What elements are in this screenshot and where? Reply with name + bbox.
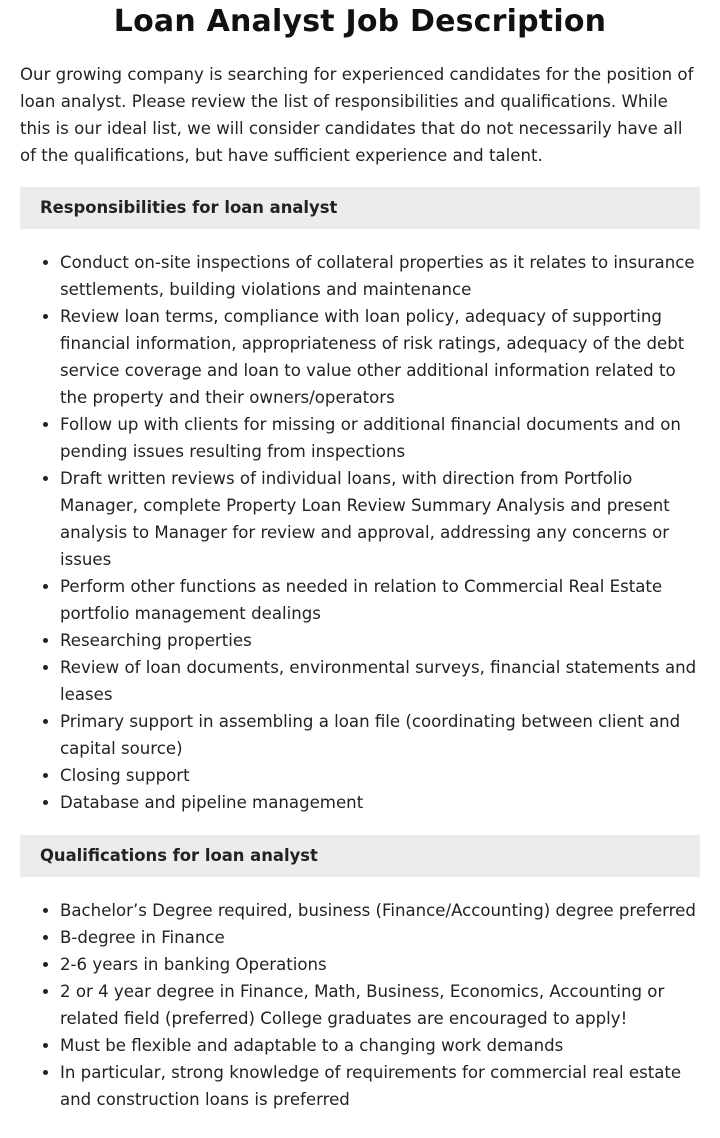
list-item: • Closing support: [60, 762, 700, 789]
list-item: • Review of loan documents, environmental surveys, financial statements and leases: [60, 654, 700, 708]
page-title: Loan Analyst Job Description: [113, 4, 607, 39]
list-item: • Conduct on-site inspections of collateral properties as it relates to insurance settlements, building violations and maintenance: [60, 249, 700, 303]
list-item: • Researching properties: [60, 627, 700, 654]
list-item: • Primary support in assembling a loan file (coordinating between client and capital source): [60, 708, 700, 762]
qualifications-list: [20, 897, 700, 1113]
list-item: • In particular, strong knowledge of requirements for commercial real estate and construction loans is preferred: [60, 1059, 700, 1113]
responsibilities-heading: Responsibilities for loan analyst: [20, 187, 700, 229]
list-item: • B-degree in Finance: [60, 924, 700, 951]
responsibilities-list: [20, 249, 700, 816]
list-item: • Review loan terms, compliance with loan policy, adequacy of supporting financial information, appropriateness of risk ratings, adequacy of the debt service coverage and loan to value other additional information related to the property and their owners/operators: [60, 303, 700, 411]
list-item: • Bachelor’s Degree required, business (Finance/Accounting) degree preferred: [60, 897, 700, 924]
list-item: • Follow up with clients for missing or additional financial documents and on pending issues resulting from inspections: [60, 411, 700, 465]
list-item: • Perform other functions as needed in relation to Commercial Real Estate portfolio management dealings: [60, 573, 700, 627]
list-item: • 2-6 years in banking Operations: [60, 951, 700, 978]
list-item: • 2 or 4 year degree in Finance, Math, Business, Economics, Accounting or related field (preferred) College graduates are encouraged to apply!: [60, 978, 700, 1032]
list-item: • Must be flexible and adaptable to a changing work demands: [60, 1032, 700, 1059]
list-item: • Draft written reviews of individual loans, with direction from Portfolio Manager, complete Property Loan Review Summary Analysis and present analysis to Manager for review and approval, addressing any concerns or issues: [60, 465, 700, 573]
qualifications-heading: Qualifications for loan analyst: [20, 835, 700, 877]
intro-paragraph: Our growing company is searching for experienced candidates for the position of loan analyst. Please review the list of responsibilities and qualifications. While this is our ideal list, we will consider candidates that do not necessarily have all of the qualifications, but have sufficient experience and talent.: [20, 65, 694, 165]
list-item: • Database and pipeline management: [60, 789, 700, 816]
